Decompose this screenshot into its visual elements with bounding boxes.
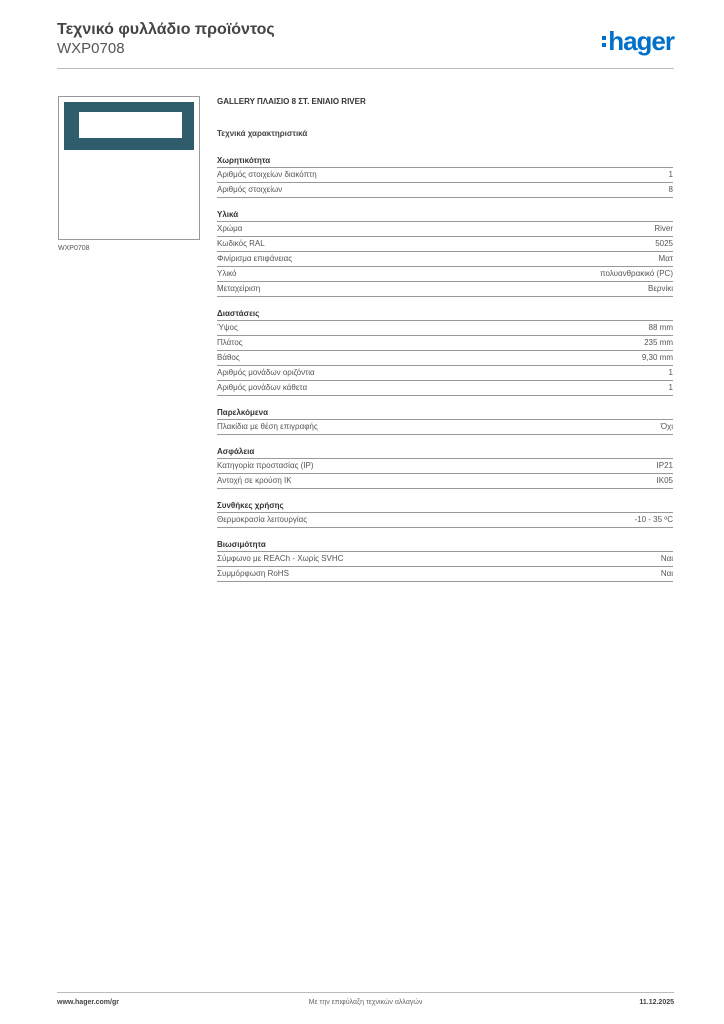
page-header: [57, 20, 674, 70]
footer-website[interactable]: www.hager.com/gr: [57, 999, 119, 1006]
spec-row: [217, 513, 673, 528]
spec-row: [217, 552, 673, 567]
product-code: WXP0708: [57, 40, 125, 57]
spec-row: [217, 321, 673, 336]
spec-value: Ναι: [660, 554, 673, 563]
spec-value: 9,30 mm: [641, 353, 673, 362]
spec-row: [217, 336, 673, 351]
spec-label: Σύμφωνο με REACh - Χωρίς SVHC: [217, 554, 344, 563]
spec-row: [217, 474, 673, 489]
spec-group: [217, 406, 673, 435]
spec-group-title: Ασφάλεια: [217, 445, 673, 459]
spec-label: Κατηγορία προστασίας (IP): [217, 461, 314, 470]
spec-label: Αριθμός μονάδων οριζόντια: [217, 368, 315, 377]
spec-row: [217, 252, 673, 267]
spec-label: Αριθμός στοιχείων: [217, 185, 283, 194]
spec-row: [217, 459, 673, 474]
spec-label: Φινίρισμα επιφάνειας: [217, 254, 293, 263]
spec-label: Αριθμός μονάδων κάθετα: [217, 383, 308, 392]
spec-content: [217, 95, 673, 582]
footer-note: Με την επιφύλαξη τεχνικών αλλαγών: [308, 999, 423, 1006]
spec-row: [217, 282, 673, 297]
spec-group: [217, 499, 673, 528]
document-title: Τεχνικό φυλλάδιο προϊόντος: [57, 21, 275, 38]
spec-label: Πλακίδια με θέση επιγραφής: [217, 422, 318, 431]
spec-value: 88 mm: [648, 323, 673, 332]
footer-divider: [57, 992, 674, 993]
spec-group-title: Παρελκόμενα: [217, 406, 673, 420]
spec-label: Ύψος: [217, 323, 238, 332]
spec-value: -10 - 35 ºC: [634, 515, 673, 524]
spec-label: Θερμοκρασία λειτουργίας: [217, 515, 308, 524]
spec-row: [217, 168, 673, 183]
spec-label: Βάθος: [217, 353, 240, 362]
spec-row: [217, 267, 673, 282]
spec-group: [217, 208, 673, 297]
spec-value: 235 mm: [644, 338, 673, 347]
spec-label: Αριθμός στοιχείων διακόπτη: [217, 170, 317, 179]
spec-label: Αντοχή σε κρούση IK: [217, 476, 292, 485]
spec-label: Κωδικός RAL: [217, 239, 265, 248]
logo-text: hager: [608, 26, 674, 56]
spec-row: [217, 351, 673, 366]
spec-value: Όχι: [660, 422, 673, 431]
spec-value: Ματ: [658, 254, 673, 263]
spec-group: [217, 154, 673, 198]
page-footer: [57, 999, 674, 1011]
product-name: GALLERY ΠΛΑΙΣΙΟ 8 ΣΤ. ΕΝΙΑΙΟ RIVER: [217, 97, 366, 106]
spec-row: [217, 183, 673, 198]
spec-label: Συμμόρφωση RoHS: [217, 569, 289, 578]
specs-heading: Τεχνικά χαρακτηριστικά: [217, 129, 308, 138]
spec-value: Ναι: [660, 569, 673, 578]
spec-group: [217, 307, 673, 396]
spec-value: 8: [668, 185, 673, 194]
spec-row: [217, 222, 673, 237]
spec-value: IP21: [656, 461, 673, 470]
spec-label: Χρώμα: [217, 224, 243, 233]
spec-value: River: [654, 224, 673, 233]
spec-value: 5025: [655, 239, 673, 248]
spec-row: [217, 237, 673, 252]
spec-value: πολυανθρακικό (PC): [600, 269, 673, 278]
spec-group-title: Βιωσιμότητα: [217, 538, 673, 552]
spec-group: [217, 445, 673, 489]
spec-row: [217, 366, 673, 381]
spec-value: Βερνίκι: [647, 284, 673, 293]
frame-illustration: [64, 102, 194, 150]
spec-value: 1: [668, 368, 673, 377]
spec-group-title: Χωρητικότητα: [217, 154, 673, 168]
frame-opening: [79, 112, 182, 138]
spec-value: 1: [668, 383, 673, 392]
header-divider: [57, 68, 674, 69]
spec-group: [217, 538, 673, 582]
spec-group-title: Υλικά: [217, 208, 673, 222]
hager-logo: [602, 28, 674, 54]
image-caption: WXP0708: [58, 245, 90, 252]
logo-dots-icon: [602, 36, 606, 47]
spec-group-title: Συνθήκες χρήσης: [217, 499, 673, 513]
spec-value: 1: [668, 170, 673, 179]
product-image: [58, 96, 200, 240]
spec-row: [217, 381, 673, 396]
footer-date: 11.12.2025: [639, 999, 674, 1006]
spec-row: [217, 567, 673, 582]
spec-value: IK05: [656, 476, 673, 485]
spec-groups: [217, 154, 673, 582]
spec-group-title: Διαστάσεις: [217, 307, 673, 321]
spec-row: [217, 420, 673, 435]
spec-label: Υλικό: [217, 269, 237, 278]
spec-label: Πλάτος: [217, 338, 243, 347]
spec-label: Μεταχείριση: [217, 284, 261, 293]
